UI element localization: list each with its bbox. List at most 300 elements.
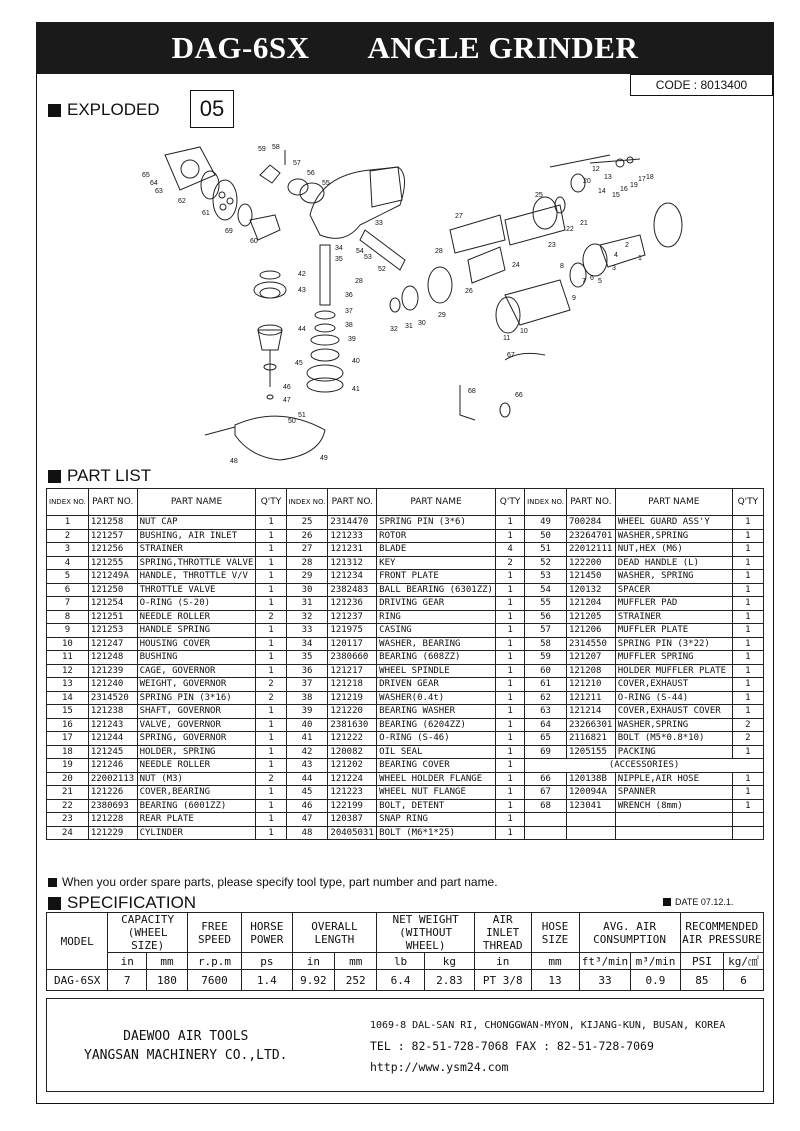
part-qty: 1 — [732, 705, 763, 719]
part-name: COVER,BEARING — [137, 786, 256, 800]
part-no-header: PART NO. — [566, 489, 615, 516]
part-index: 7 — [47, 597, 89, 611]
callout-28: 28 — [355, 278, 363, 285]
part-name: WASHER(0.4t) — [377, 691, 496, 705]
part-name: HANDLE, THROTTLE V/V — [137, 570, 256, 584]
part-row — [47, 664, 764, 678]
part-index: 54 — [525, 583, 567, 597]
part-no-header: PART NO. — [88, 489, 137, 516]
part-number: 121258 — [88, 516, 137, 530]
part-name-header: PART NAME — [137, 489, 256, 516]
callout-10: 10 — [520, 328, 528, 335]
part-name: WASHER, BEARING — [377, 637, 496, 651]
part-name: HOLDER, SPRING — [137, 745, 256, 759]
part-qty: 4 — [495, 543, 524, 557]
part-number: 121249A — [88, 570, 137, 584]
callout-26: 26 — [465, 288, 473, 295]
part-qty: 2 — [256, 691, 286, 705]
part-row — [47, 691, 764, 705]
part-name: BUSHING, AIR INLET — [137, 529, 256, 543]
unit-cell: m³/min — [631, 953, 680, 970]
air-consumption-header: AVG. AIR CONSUMPTION — [579, 913, 680, 953]
spec-values-row — [47, 970, 764, 991]
part-name-header: PART NAME — [615, 489, 732, 516]
callout-11: 11 — [503, 335, 511, 342]
part-index: 41 — [286, 732, 328, 746]
part-index: 38 — [286, 691, 328, 705]
part-number: 121238 — [88, 705, 137, 719]
part-index: 29 — [286, 570, 328, 584]
unit-cell: mm — [531, 953, 579, 970]
part-name: SPACER — [615, 583, 732, 597]
callout-36: 36 — [345, 292, 353, 299]
part-name: BLADE — [377, 543, 496, 557]
specification-heading — [48, 893, 196, 913]
part-name: HANDLE SPRING — [137, 624, 256, 638]
part-index: 58 — [525, 637, 567, 651]
part-index: 26 — [286, 529, 328, 543]
part-row — [47, 583, 764, 597]
part-index: 12 — [47, 664, 89, 678]
part-index: 19 — [47, 759, 89, 773]
part-number: 121257 — [88, 529, 137, 543]
square-bullet-icon — [663, 898, 671, 906]
callout-57: 57 — [293, 160, 301, 167]
part-name: HOLDER MUFFLER PLATE — [615, 664, 732, 678]
part-number: 121210 — [566, 678, 615, 692]
part-row — [47, 610, 764, 624]
part-name: WASHER, SPRING — [615, 570, 732, 584]
part-number: 121202 — [328, 759, 377, 773]
callout-12: 12 — [592, 166, 600, 173]
callout-29: 29 — [438, 312, 446, 319]
part-qty: 1 — [256, 664, 286, 678]
part-name: CAGE, GOVERNOR — [137, 664, 256, 678]
callout-54: 54 — [356, 248, 364, 255]
part-qty: 1 — [256, 745, 286, 759]
part-number: 700284 — [566, 516, 615, 530]
part-number: 120138B — [566, 772, 615, 786]
part-number: 121231 — [328, 543, 377, 557]
part-qty: 1 — [256, 732, 286, 746]
unit-cell: ps — [242, 953, 293, 970]
part-index: 13 — [47, 678, 89, 692]
callout-51: 51 — [298, 412, 306, 419]
part-number: 121250 — [88, 583, 137, 597]
part-index: 3 — [47, 543, 89, 557]
part-qty: 1 — [256, 826, 286, 840]
part-qty: 1 — [495, 745, 524, 759]
callout-2: 2 — [625, 242, 629, 249]
part-index: 33 — [286, 624, 328, 638]
part-name: NUT,HEX (M6) — [615, 543, 732, 557]
callout-35: 35 — [335, 256, 343, 263]
part-qty: 2 — [495, 556, 524, 570]
part-qty: 1 — [495, 826, 524, 840]
callout-23: 23 — [548, 242, 556, 249]
part-qty: 1 — [732, 651, 763, 665]
part-number: 2116821 — [566, 732, 615, 746]
part-name: SPRING PIN (3*6) — [377, 516, 496, 530]
callout-9: 9 — [572, 295, 576, 302]
unit-cell: r.p.m — [187, 953, 241, 970]
unit-cell: kg/㎠ — [724, 953, 764, 970]
exhaust-cover-shape — [165, 147, 215, 190]
part-number — [566, 813, 615, 827]
part-name: WASHER,SPRING — [615, 529, 732, 543]
part-number: 121233 — [328, 529, 377, 543]
part-qty: 1 — [495, 799, 524, 813]
part-number: 122200 — [566, 556, 615, 570]
part-name — [615, 813, 732, 827]
part-row — [47, 624, 764, 638]
part-name: SPRING,THROTTLE VALVE — [137, 556, 256, 570]
part-number: 121251 — [88, 610, 137, 624]
callout-64: 64 — [150, 180, 158, 187]
callout-18: 18 — [646, 174, 654, 181]
unit-cell: in — [108, 953, 147, 970]
square-bullet-icon — [48, 104, 61, 117]
part-index: 27 — [286, 543, 328, 557]
value-cell: 0.9 — [631, 970, 680, 991]
part-number: 121223 — [328, 786, 377, 800]
part-index: 46 — [286, 799, 328, 813]
part-index: 44 — [286, 772, 328, 786]
part-name: RING — [377, 610, 496, 624]
part-name: SNAP RING — [377, 813, 496, 827]
part-qty: 1 — [256, 718, 286, 732]
part-qty: 1 — [495, 772, 524, 786]
part-row — [47, 543, 764, 557]
model-header: MODEL — [47, 913, 108, 970]
part-name: NIPPLE,AIR HOSE — [615, 772, 732, 786]
address-line: 1069-8 DAL-SAN RI, CHONGGWAN-MYON, KIJANG-KUN, BUSAN, KOREA — [370, 1020, 726, 1031]
part-index: 48 — [286, 826, 328, 840]
part-index: 69 — [525, 745, 567, 759]
part-qty: 1 — [495, 570, 524, 584]
part-qty: 1 — [495, 664, 524, 678]
company-name — [84, 1027, 288, 1065]
part-qty: 1 — [256, 516, 286, 530]
part-number: 121256 — [88, 543, 137, 557]
website-link[interactable]: http://www.ysm24.com — [370, 1060, 509, 1074]
callout-40: 40 — [352, 358, 360, 365]
callout-66: 66 — [515, 392, 523, 399]
part-index: 39 — [286, 705, 328, 719]
part-number: 121228 — [88, 813, 137, 827]
part-name: MUFFLER PLATE — [615, 624, 732, 638]
hose-size-header: HOSE SIZE — [531, 913, 579, 953]
callout-53: 53 — [364, 254, 372, 261]
part-qty: 1 — [732, 610, 763, 624]
part-name: NEEDLE ROLLER — [137, 610, 256, 624]
part-number: 121219 — [328, 691, 377, 705]
part-qty: 2 — [256, 678, 286, 692]
part-number: 121220 — [328, 705, 377, 719]
part-number: 121204 — [566, 597, 615, 611]
part-row — [47, 570, 764, 584]
part-number: 121206 — [566, 624, 615, 638]
part-index: 61 — [525, 678, 567, 692]
part-number: 121243 — [88, 718, 137, 732]
part-index: 43 — [286, 759, 328, 773]
part-row — [47, 786, 764, 800]
part-index: 4 — [47, 556, 89, 570]
part-name: SPANNER — [615, 786, 732, 800]
callout-69: 69 — [225, 228, 233, 235]
callout-67: 67 — [507, 352, 515, 359]
specification-table — [46, 912, 764, 991]
part-number: 120387 — [328, 813, 377, 827]
part-number: 22012111 — [566, 543, 615, 557]
callout-30: 30 — [418, 320, 426, 327]
part-name: OIL SEAL — [377, 745, 496, 759]
exploded-label: EXPLODED — [67, 100, 160, 119]
value-cell: 252 — [335, 970, 377, 991]
callout-19: 19 — [630, 182, 638, 189]
company-name-line2: YANGSAN MACHINERY CO.,LTD. — [84, 1048, 288, 1063]
part-number: 121239 — [88, 664, 137, 678]
callout-8: 8 — [560, 263, 564, 270]
callout-65: 65 — [142, 172, 150, 179]
value-cell: 7600 — [187, 970, 241, 991]
part-number: 2382483 — [328, 583, 377, 597]
order-note — [48, 875, 498, 889]
part-name: STRAINER — [615, 610, 732, 624]
part-row — [47, 759, 764, 773]
part-row — [47, 732, 764, 746]
part-name: WHEEL NUT FLANGE — [377, 786, 496, 800]
part-index: 25 — [286, 516, 328, 530]
part-name: WHEEL HOLDER FLANGE — [377, 772, 496, 786]
callout-44: 44 — [298, 326, 306, 333]
part-index: 35 — [286, 651, 328, 665]
part-number: 121222 — [328, 732, 377, 746]
part-index: 50 — [525, 529, 567, 543]
unit-cell: lb — [377, 953, 425, 970]
part-name: DRIVING GEAR — [377, 597, 496, 611]
part-index: 67 — [525, 786, 567, 800]
spec-header-row — [47, 913, 764, 953]
callout-58: 58 — [272, 144, 280, 151]
part-row — [47, 799, 764, 813]
part-qty: 2 — [256, 772, 286, 786]
square-bullet-icon — [48, 470, 61, 483]
callout-28b: 28 — [435, 248, 443, 255]
part-name: WHEEL GUARD ASS'Y — [615, 516, 732, 530]
part-index: 2 — [47, 529, 89, 543]
part-qty: 1 — [256, 786, 286, 800]
callout-13: 13 — [604, 174, 612, 181]
callout-46: 46 — [283, 384, 291, 391]
value-cell: 9.92 — [292, 970, 335, 991]
part-qty: 1 — [256, 570, 286, 584]
value-cell: 6 — [724, 970, 764, 991]
callout-6: 6 — [590, 275, 594, 282]
part-qty: 1 — [495, 651, 524, 665]
part-number: 120117 — [328, 637, 377, 651]
part-name: WRENCH (8mm) — [615, 799, 732, 813]
callout-3: 3 — [612, 265, 616, 272]
part-row — [47, 772, 764, 786]
part-number — [566, 826, 615, 840]
callout-63: 63 — [155, 188, 163, 195]
part-index: 60 — [525, 664, 567, 678]
part-index: 24 — [47, 826, 89, 840]
part-qty: 1 — [495, 583, 524, 597]
part-index: 28 — [286, 556, 328, 570]
part-name: BUSHING — [137, 651, 256, 665]
part-qty: 1 — [495, 624, 524, 638]
callout-42: 42 — [298, 271, 306, 278]
part-qty: 1 — [732, 691, 763, 705]
part-list-title: PART LIST — [67, 466, 152, 485]
title-bar — [36, 22, 774, 74]
callout-50: 50 — [288, 418, 296, 425]
part-qty: 1 — [256, 651, 286, 665]
part-name: ROTOR — [377, 529, 496, 543]
part-name: SPRING PIN (3*22) — [615, 637, 732, 651]
part-index: 34 — [286, 637, 328, 651]
part-number: 121205 — [566, 610, 615, 624]
part-number: 121226 — [88, 786, 137, 800]
part-index: 68 — [525, 799, 567, 813]
callout-32: 32 — [390, 326, 398, 333]
part-qty: 1 — [495, 678, 524, 692]
unit-cell: kg — [424, 953, 474, 970]
part-row — [47, 637, 764, 651]
part-number: 121253 — [88, 624, 137, 638]
unit-cell: in — [474, 953, 531, 970]
part-index: 51 — [525, 543, 567, 557]
part-qty: 2 — [256, 610, 286, 624]
part-index — [525, 826, 567, 840]
part-qty — [732, 813, 763, 827]
unit-cell: mm — [147, 953, 188, 970]
capacity-header: CAPACITY (WHEEL SIZE) — [108, 913, 188, 953]
unit-cell: ft³/min — [579, 953, 631, 970]
part-index: 42 — [286, 745, 328, 759]
exploded-diagram — [120, 135, 690, 465]
part-number: 1205155 — [566, 745, 615, 759]
part-name: PACKING — [615, 745, 732, 759]
part-number: 121312 — [328, 556, 377, 570]
callout-62: 62 — [178, 198, 186, 205]
part-index: 40 — [286, 718, 328, 732]
part-qty: 1 — [495, 529, 524, 543]
wheel-guard-shape — [235, 416, 325, 460]
part-index: 31 — [286, 597, 328, 611]
value-cell: 6.4 — [377, 970, 425, 991]
callout-25: 25 — [535, 192, 543, 199]
part-qty: 1 — [732, 786, 763, 800]
value-cell: 180 — [147, 970, 188, 991]
part-row — [47, 556, 764, 570]
part-name: CASING — [377, 624, 496, 638]
part-qty: 1 — [732, 556, 763, 570]
part-qty: 1 — [495, 637, 524, 651]
unit-cell: in — [292, 953, 335, 970]
part-name — [615, 826, 732, 840]
part-number: 121254 — [88, 597, 137, 611]
part-qty: 1 — [732, 597, 763, 611]
spec-date — [663, 897, 733, 907]
callout-15: 15 — [612, 192, 620, 199]
part-name: SPRING, GOVERNOR — [137, 732, 256, 746]
part-name: BEARING COVER — [377, 759, 496, 773]
qty-header: Q'TY — [495, 489, 524, 516]
callout-39: 39 — [348, 336, 356, 343]
part-number: 2314470 — [328, 516, 377, 530]
part-row — [47, 826, 764, 840]
part-number: 2314550 — [566, 637, 615, 651]
part-name: WEIGHT, GOVERNOR — [137, 678, 256, 692]
part-qty: 1 — [495, 516, 524, 530]
part-name: BEARING WASHER — [377, 705, 496, 719]
part-qty: 1 — [495, 610, 524, 624]
part-index: 15 — [47, 705, 89, 719]
part-name: BOLT, DETENT — [377, 799, 496, 813]
part-number: 23264701 — [566, 529, 615, 543]
part-index: 17 — [47, 732, 89, 746]
part-row — [47, 718, 764, 732]
callout-5: 5 — [598, 278, 602, 285]
value-cell: DAG-6SX — [47, 970, 108, 991]
part-qty: 1 — [732, 583, 763, 597]
index-header: INDEX NO. — [47, 489, 89, 516]
part-index: 37 — [286, 678, 328, 692]
part-qty: 1 — [495, 718, 524, 732]
part-name: BOLT (M5*0.8*10) — [615, 732, 732, 746]
part-name: BOLT (M6*1*25) — [377, 826, 496, 840]
part-name: BEARING (608ZZ) — [377, 651, 496, 665]
callout-59: 59 — [258, 146, 266, 153]
order-note-text: When you order spare parts, please specify tool type, part number and part name. — [62, 875, 498, 889]
part-qty: 2 — [732, 718, 763, 732]
part-qty: 1 — [256, 624, 286, 638]
part-index: 10 — [47, 637, 89, 651]
part-name: BEARING (6204ZZ) — [377, 718, 496, 732]
callout-61: 61 — [202, 210, 210, 217]
part-index: 22 — [47, 799, 89, 813]
part-index: 55 — [525, 597, 567, 611]
callout-43: 43 — [298, 287, 306, 294]
part-qty: 1 — [732, 570, 763, 584]
part-qty: 1 — [495, 705, 524, 719]
part-number: 121237 — [328, 610, 377, 624]
part-number: 121211 — [566, 691, 615, 705]
part-index: 63 — [525, 705, 567, 719]
part-row — [47, 597, 764, 611]
callout-14: 14 — [598, 188, 606, 195]
part-qty — [732, 826, 763, 840]
part-qty: 1 — [495, 813, 524, 827]
unit-cell: PSI — [680, 953, 724, 970]
part-index: 20 — [47, 772, 89, 786]
value-cell: 13 — [531, 970, 579, 991]
throttle-handle-shape — [505, 280, 570, 325]
index-header: INDEX NO. — [525, 489, 567, 516]
model-title: DAG-6SX — [171, 30, 310, 65]
part-qty: 1 — [256, 597, 286, 611]
callout-27: 27 — [455, 213, 463, 220]
part-number: 121255 — [88, 556, 137, 570]
air-pressure-header: RECOMMENDED AIR PRESSURE — [680, 913, 763, 953]
part-name: NUT (M3) — [137, 772, 256, 786]
part-number: 121245 — [88, 745, 137, 759]
part-number: 121207 — [566, 651, 615, 665]
part-index: 36 — [286, 664, 328, 678]
